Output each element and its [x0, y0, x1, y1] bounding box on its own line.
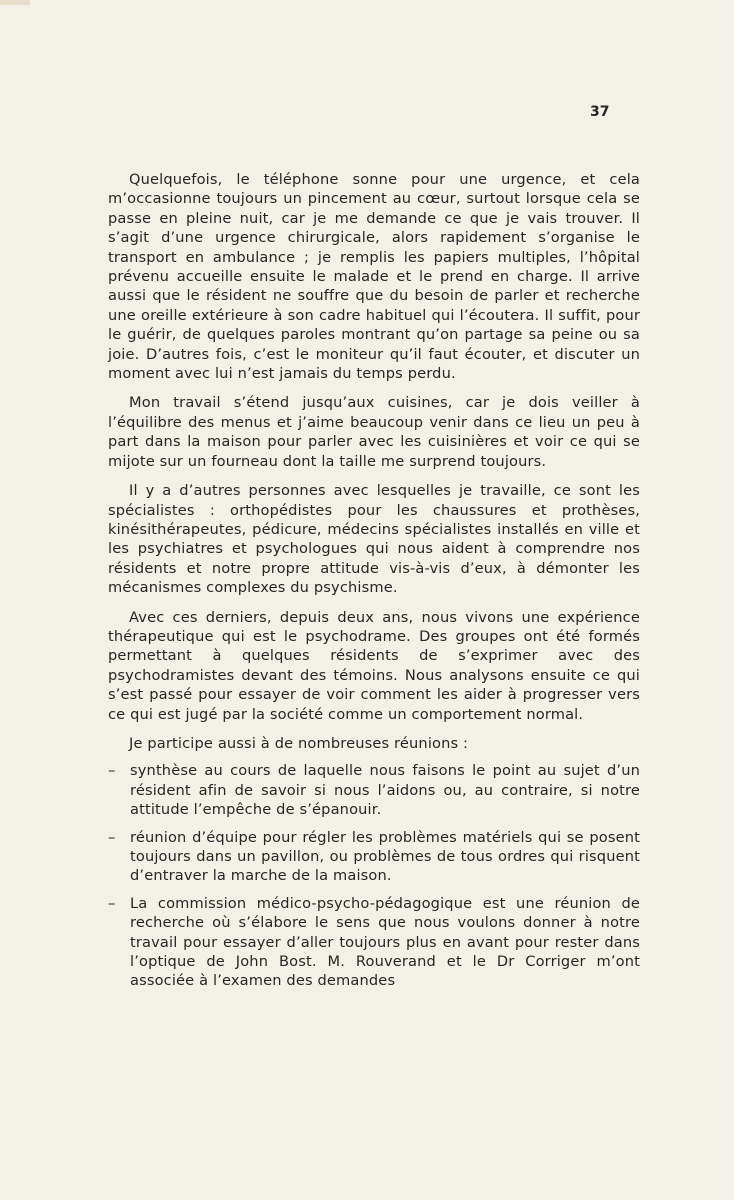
- paragraph-reunions-intro: Je participe aussi à de nombreuses réunions :: [129, 734, 469, 752]
- paragraph-psychodrame: Avec ces derniers, depuis deux ans, nous vivons une expérience thérapeutique qui est le psychodrame. Des groupes ont été formés permettant à quelques résidents de s’exprimer avec des psychodramistes devant des témoins. Nous analysons ensuite ce qui s’est passé pour essayer de voir comment les aider à progresser vers ce qui est jugé par la société comme un comportement normal.: [108, 608, 640, 723]
- list-dash: –: [108, 762, 116, 780]
- list-item: [108, 828, 640, 886]
- page-number: 37: [590, 104, 610, 120]
- list-dash: –: [108, 894, 116, 912]
- list-item-text: réunion d’équipe pour régler les problèmes matériels qui se posent toujours dans un pavillon, ou problèmes de tous ordres qui risquent d’entraver la marche de la maison.: [130, 828, 640, 885]
- list-item: [108, 894, 640, 991]
- reunions-list: [108, 761, 640, 990]
- list-item-text: La commission médico-psycho-pédagogique est une réunion de recherche où s’élabore le sens que nous voulons donner à notre travail pour essayer d’aller toujours plus en avant pour rester dans l’optique de John Bost. M. Rouverand et le Dr Corriger m’ont associée à l’examen des demandes: [130, 894, 640, 990]
- body-text: [108, 170, 640, 999]
- paragraph-urgence: Quelquefois, le téléphone sonne pour une urgence, et cela m’occasionne toujours un pincement au cœur, surtout lorsque cela se passe en pleine nuit, car je me demande ce que je vais trouver. Il s’agit d’une urgence chirurgicale, alors rapidement s’organise le transport en ambulance ; je remplis les papiers multiples, l’hôpital prévenu accueille ensuite le malade et le prend en charge. Il arrive aussi que le résident ne souffre que du besoin de parler et recherche une oreille extérieure à son cadre habituel qui l’écoutera. Il suffit, pour le guérir, de quelques paroles montrant qu’on partage sa peine ou sa joie. D’autres fois, c’est le moniteur qu’il faut écouter, et discuter un moment avec lui n’est jamais du temps perdu.: [108, 171, 640, 383]
- list-item-text: synthèse au cours de laquelle nous faisons le point au sujet d’un résident afin de savoir si nous l’aidons ou, au contraire, si notre attitude l’empêche de s’épanouir.: [130, 762, 640, 819]
- corner-mark: [0, 0, 30, 5]
- list-dash: –: [108, 828, 116, 846]
- list-item: [108, 761, 640, 819]
- paragraph-specialistes: Il y a d’autres personnes avec lesquelles je travaille, ce sont les spécialistes : orthopédistes pour les chaussures et prothèses, kinésithérapeutes, pédicure, médecins spécialistes installés en ville et les psychiatres et psychologues qui nous aident à comprendre nos résidents et notre propre attitude vis-à-vis d’eux, à démonter les mécanismes complexes du psychisme.: [108, 482, 640, 597]
- paragraph-cuisines: Mon travail s’étend jusqu’aux cuisines, car je dois veiller à l’équilibre des menus et j’aime beaucoup venir dans ce lieu un peu à part dans la maison pour parler avec les cuisinières et voir ce qui se mijote sur un fourneau dont la taille me surprend toujours.: [108, 394, 640, 470]
